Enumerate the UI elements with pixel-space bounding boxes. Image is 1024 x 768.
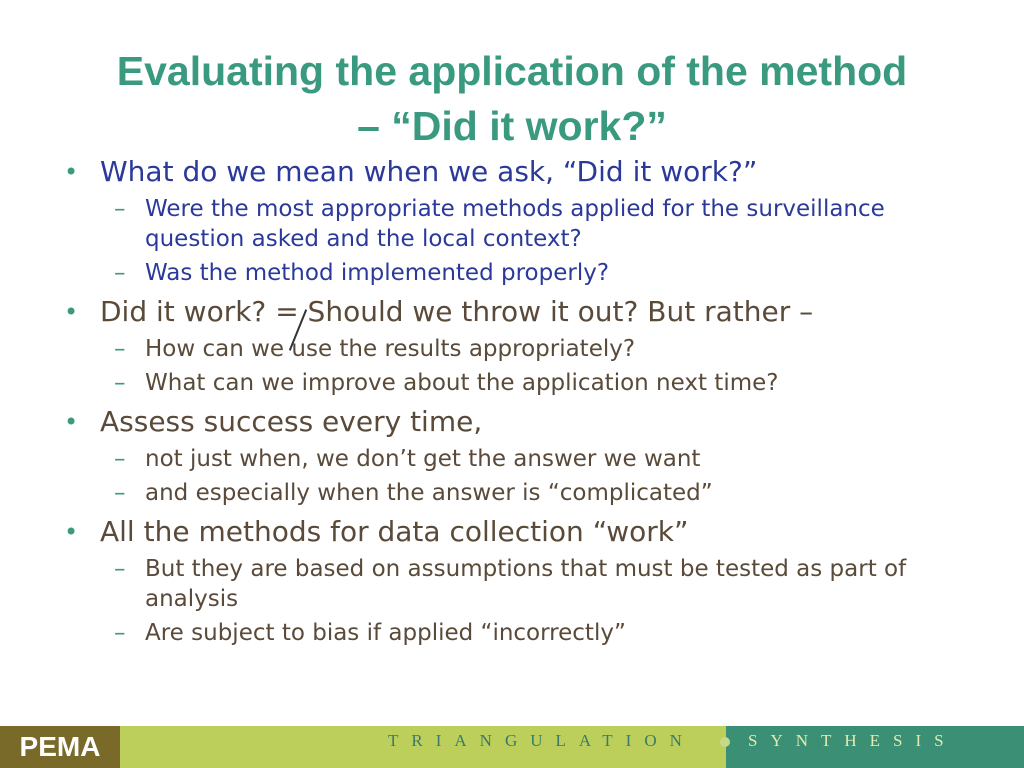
dash-marker: – — [114, 370, 126, 396]
sub-bullet-text: Are subject to bias if applied “incorrectly” — [145, 620, 626, 646]
sub-bullet-item — [64, 194, 964, 254]
sub-bullet-text: But they are based on assumptions that must be tested as part of analysis — [145, 556, 907, 612]
dash-marker: – — [114, 336, 126, 362]
sub-bullet-item — [64, 334, 964, 364]
sub-bullet-text: not just when, we don’t get the answer we want — [145, 446, 701, 472]
dash-marker: – — [114, 620, 126, 646]
sub-bullet-item — [64, 618, 964, 648]
bullet-item — [64, 294, 964, 330]
bullet-text: What do we mean when we ask, “Did it work?” — [100, 155, 758, 188]
bullet-marker: • — [64, 298, 79, 326]
bullet-group — [64, 294, 964, 398]
bullet-marker: • — [64, 158, 79, 186]
sub-bullet-text: How can we use the results appropriately? — [145, 336, 636, 362]
dash-marker: – — [114, 196, 126, 222]
bullet-group — [64, 514, 964, 648]
footer-triangulation-text: TRIANGULATION — [388, 731, 695, 750]
bullet-item — [64, 404, 964, 440]
sub-bullet-text: What can we improve about the application next time? — [145, 370, 779, 396]
sub-bullet-item — [64, 368, 964, 398]
sub-bullet-text: and especially when the answer is “complicated” — [145, 480, 713, 506]
bullet-list — [64, 148, 964, 648]
dash-marker: – — [114, 556, 126, 582]
dash-marker: – — [114, 480, 126, 506]
footer-bar — [0, 726, 1024, 768]
bullet-item — [64, 514, 964, 550]
slide-title-line-2: – “Did it work?” — [357, 103, 667, 149]
bullet-text: Assess success every time, — [100, 405, 483, 438]
sub-bullet-text: Were the most appropriate methods applied for the surveillance question asked and the local context? — [145, 196, 885, 252]
bullet-text: All the methods for data collection “work” — [100, 515, 689, 548]
sub-bullet-item — [64, 478, 964, 508]
dash-marker: – — [114, 260, 126, 286]
bullet-marker: • — [64, 408, 79, 436]
dash-marker: – — [114, 446, 126, 472]
slide-title-line-1: Evaluating the application of the method — [116, 48, 908, 94]
bullet-group — [64, 154, 964, 288]
sub-bullet-item — [64, 444, 964, 474]
bullet-item — [64, 154, 964, 190]
sub-bullet-item — [64, 554, 964, 614]
slide-title — [40, 44, 984, 154]
pema-logo: PEMA — [0, 726, 120, 768]
bullet-group — [64, 404, 964, 508]
footer-separator-dot — [720, 737, 730, 747]
sub-bullet-text: Was the method implemented properly? — [145, 260, 610, 286]
bullet-marker: • — [64, 518, 79, 546]
footer-synthesis-text: SYNTHESIS — [748, 731, 957, 750]
bullet-text: Did it work? = Should we throw it out? But rather – — [100, 295, 814, 328]
sub-bullet-item — [64, 258, 964, 288]
